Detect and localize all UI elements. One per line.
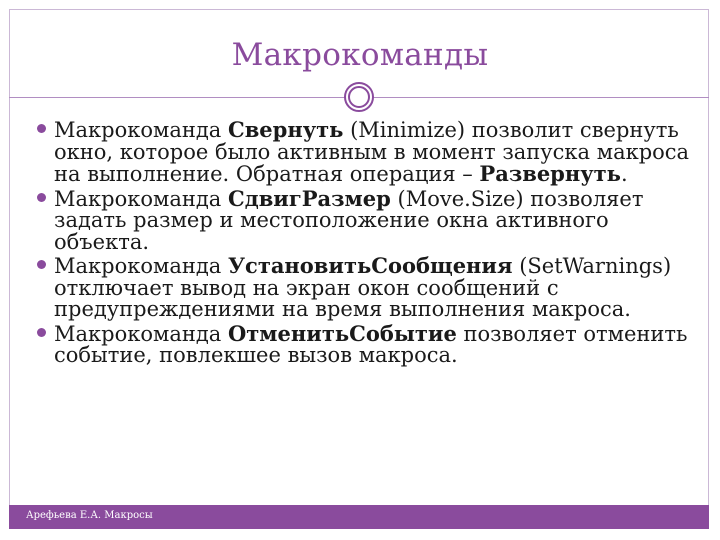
list-item <box>34 185 694 254</box>
bullet-icon <box>37 328 46 337</box>
item-text: позволяет отменить событие, повлекшее вызов макроса. <box>54 321 688 367</box>
item-text: (Move.Size) позволяет задать размер и местоположение окна активного объекта. <box>54 186 644 254</box>
item-prefix: Макрокоманда <box>54 321 228 346</box>
item-command: УстановитьСообщения <box>227 253 513 278</box>
item-text: (Minimize) позволит свернуть окно, которое было активным в момент запуска макроса на выполнение. Обратная операция – <box>54 118 690 186</box>
bullet-list <box>34 119 694 369</box>
list-item <box>34 320 694 367</box>
item-prefix: Макрокоманда <box>54 118 228 142</box>
bullet-icon <box>37 260 46 269</box>
bullet-icon <box>37 193 46 202</box>
item-command: Свернуть <box>227 117 344 142</box>
list-item <box>34 255 694 321</box>
item-text: (SetWarnings) отключает вывод на экран окон сообщений с предупреждениями на время выполнения макроса. <box>54 254 672 321</box>
footer-text: Арефьева Е.А. Макросы <box>26 510 153 521</box>
item-suffix: . <box>620 162 628 186</box>
item-command: СдвигРазмер <box>227 185 391 211</box>
item-command-2: Развернуть <box>479 161 621 186</box>
item-command: ОтменитьСобытие <box>227 320 457 346</box>
list-item <box>34 119 694 186</box>
item-prefix: Макрокоманда <box>54 254 228 278</box>
bullet-icon <box>37 124 46 133</box>
slide-title: Макрокоманды <box>231 37 489 73</box>
item-prefix: Макрокоманда <box>54 186 228 211</box>
decorative-inner-ring-icon <box>348 86 370 108</box>
